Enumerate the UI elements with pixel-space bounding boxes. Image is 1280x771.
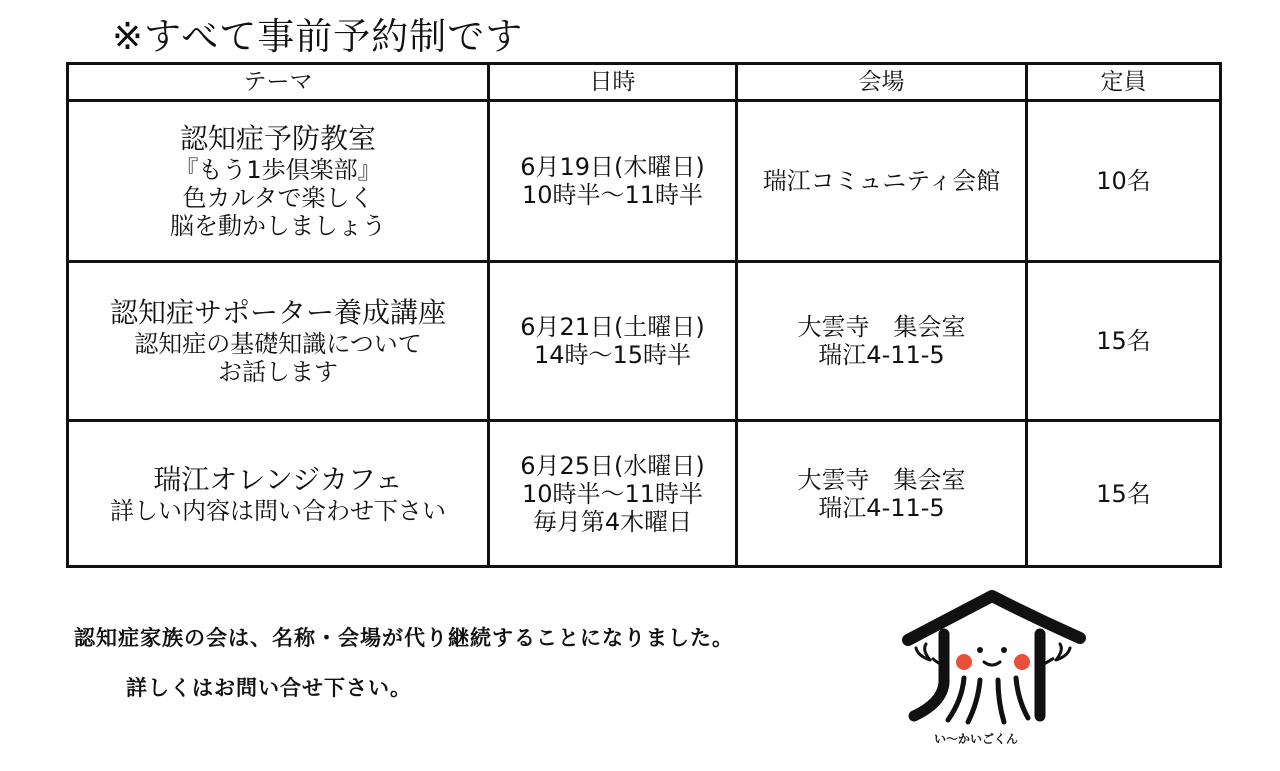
theme-line: 『もう1歩倶楽部』 [174, 156, 382, 184]
time-line: 10時半～11時半 [521, 479, 704, 508]
theme-line: 認知症の基礎知識について [134, 330, 422, 358]
venue-address: 瑞江4-11-5 [818, 341, 945, 369]
datetime-cell [489, 101, 737, 262]
capacity-cell: 15名 [1027, 262, 1221, 421]
theme-line: お話します [218, 358, 338, 386]
footer-line-1: 認知症家族の会は、名称・会場が代り継続することになりました。 [74, 626, 734, 650]
date-line: 6月25日(水曜日) [520, 451, 705, 480]
footer-line-2: 詳しくはお問い合せ下さい。 [126, 676, 412, 700]
venue-name: 大雲寺 集会室 [797, 313, 966, 341]
theme-line: 脳を動かしましょう [170, 212, 386, 240]
theme-title: 認知症サポーター養成講座 [109, 296, 446, 329]
schedule-line: 毎月第4木曜日 [532, 507, 693, 536]
venue-cell [737, 101, 1027, 262]
table-row [68, 421, 1221, 567]
datetime-cell [489, 262, 737, 421]
table-row [68, 262, 1221, 421]
theme-cell [68, 262, 489, 421]
venue-cell [737, 262, 1027, 421]
time-line: 10時半～11時半 [521, 181, 704, 209]
capacity-cell: 15名 [1027, 421, 1221, 567]
header-capacity: 定員 [1027, 64, 1221, 101]
time-line: 14時～15時半 [533, 341, 692, 369]
header-venue: 会場 [737, 64, 1027, 101]
venue-name: 瑞江コミュニティ会館 [762, 167, 1001, 195]
header-datetime: 日時 [489, 64, 737, 101]
mascot-caption: い～かいごくん [934, 732, 1019, 746]
header-theme: テーマ [68, 64, 489, 101]
venue-cell [737, 421, 1027, 567]
date-line: 6月21日(土曜日) [520, 313, 705, 341]
mascot-house-character-icon [900, 588, 1090, 753]
table-row [68, 101, 1221, 262]
footer-note [74, 613, 734, 713]
theme-title: 瑞江オレンジカフェ [153, 462, 403, 496]
theme-title: 認知症予防教室 [179, 122, 376, 155]
reservation-notice: ※すべて事前予約制です [112, 15, 524, 58]
venue-address: 瑞江4-11-5 [818, 493, 945, 522]
theme-cell [68, 101, 489, 262]
theme-line: 色カルタで楽しく [182, 184, 374, 212]
theme-line: 詳しい内容は問い合わせ下さい [110, 496, 446, 525]
theme-cell [68, 421, 489, 567]
date-line: 6月19日(木曜日) [520, 153, 705, 181]
venue-name: 大雲寺 集会室 [797, 465, 966, 494]
schedule-table [66, 62, 1222, 568]
capacity-cell: 10名 [1027, 101, 1221, 262]
table-header-row [68, 64, 1221, 101]
datetime-cell [489, 421, 737, 567]
